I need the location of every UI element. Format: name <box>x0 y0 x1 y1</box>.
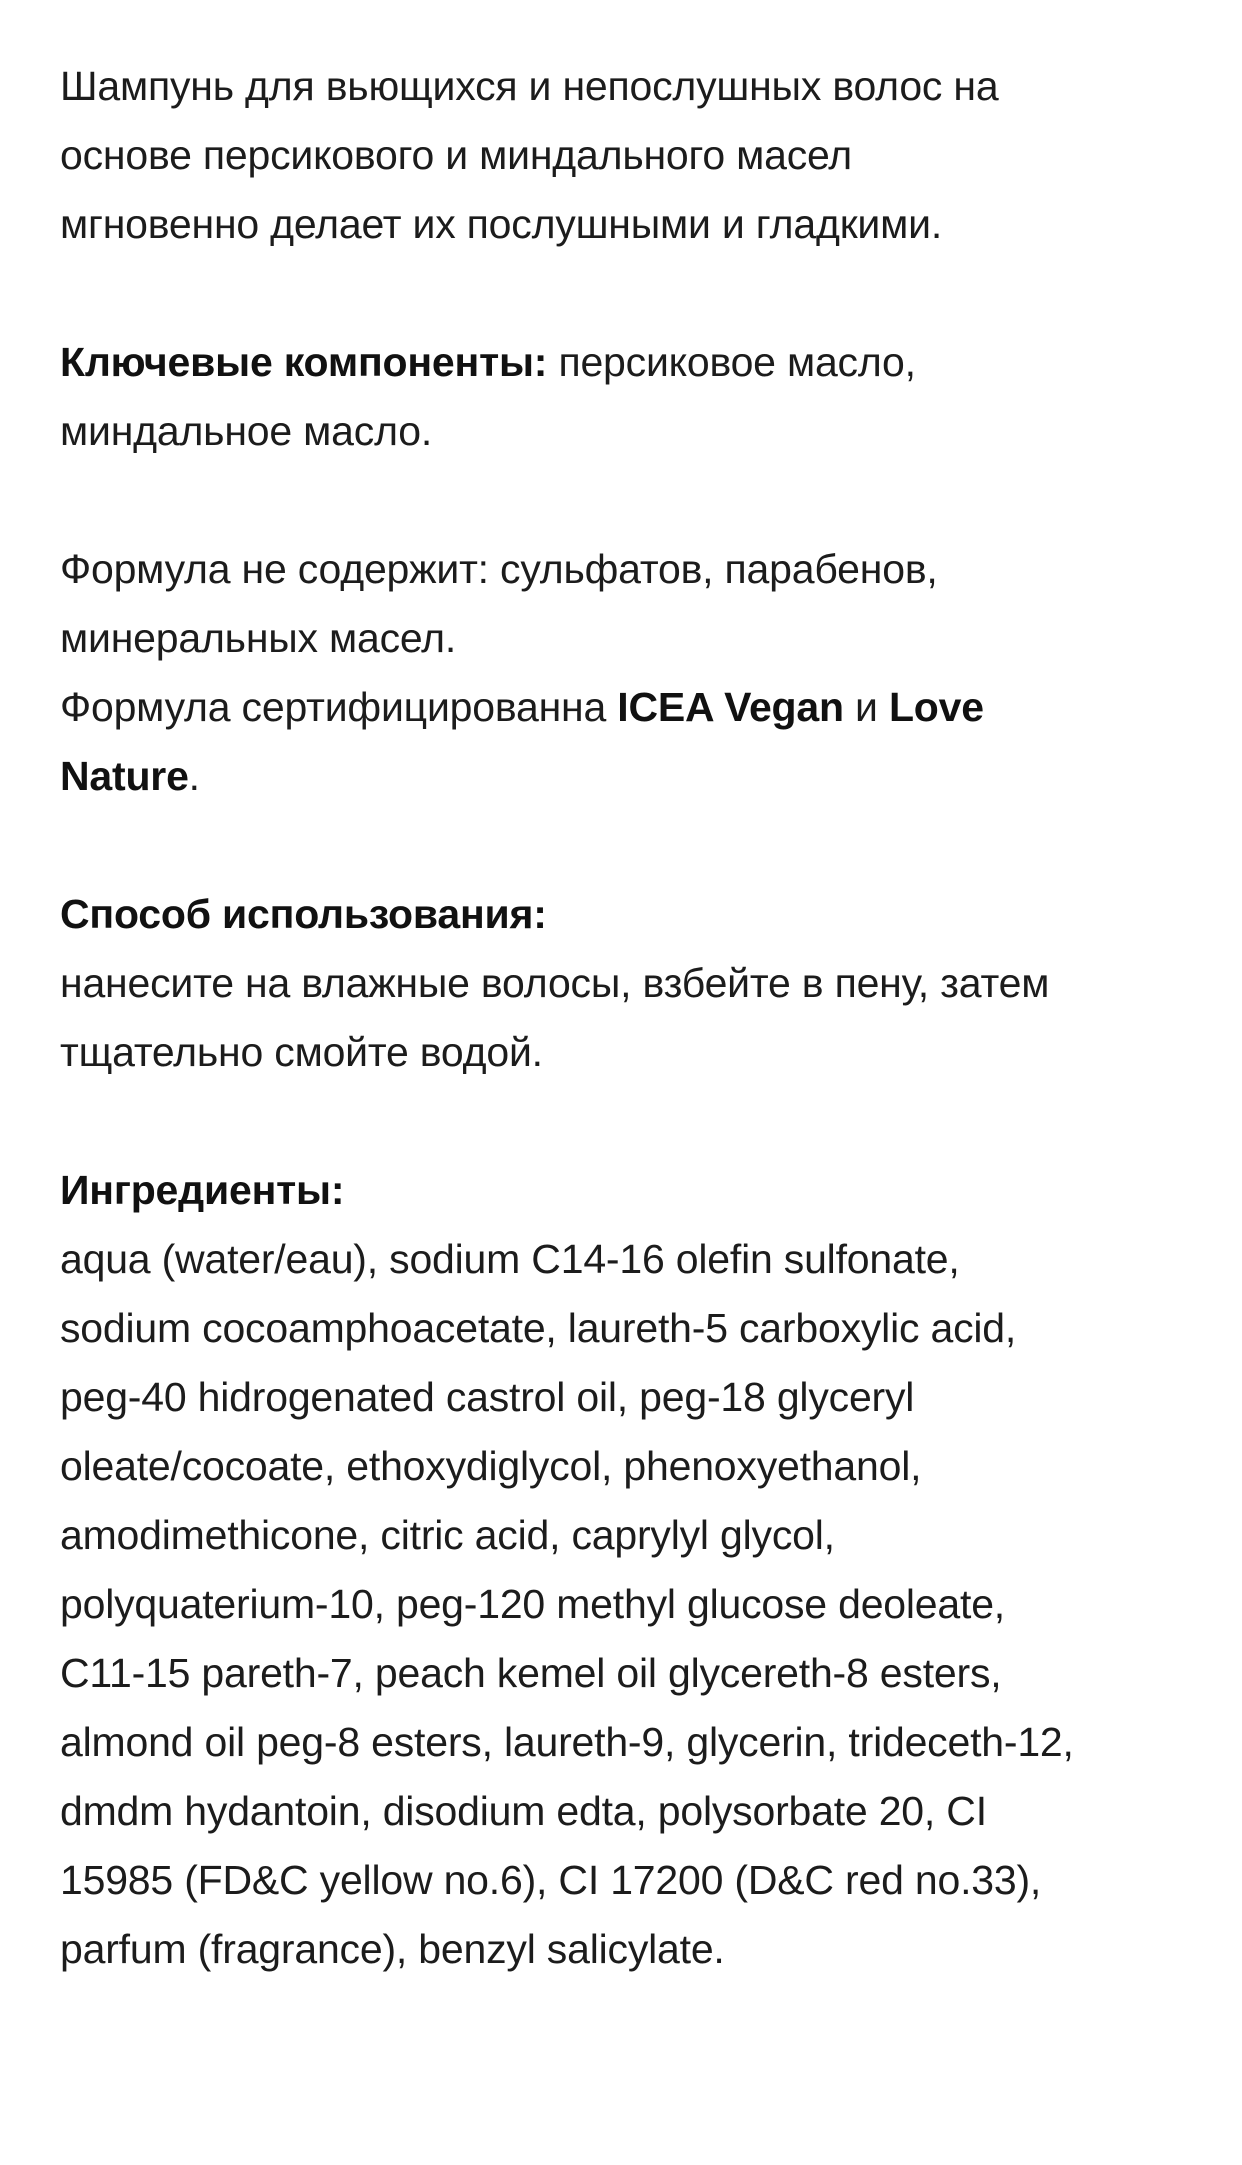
formula-exclusions: Формула не содержит: сульфатов, парабенов, <box>60 546 938 592</box>
cert-love-nature: Nature <box>60 753 189 799</box>
ingredients-line: C11-15 pareth-7, peach kemel oil glycereth-8 esters, <box>60 1650 1002 1696</box>
ingredients-line: aqua (water/eau), sodium C14-16 olefin sulfonate, <box>60 1236 960 1282</box>
ingredients-line: dmdm hydantoin, disodium edta, polysorbate 20, CI <box>60 1788 987 1834</box>
usage-text: нанесите на влажные волосы, взбейте в пену, затем <box>60 960 1050 1006</box>
ingredients-label: Ингредиенты: <box>60 1167 345 1213</box>
formula-exclusions: минеральных масел. <box>60 615 457 661</box>
cert-icea-vegan: ICEA Vegan <box>617 684 844 730</box>
usage-paragraph <box>60 880 1190 1087</box>
key-components-text: миндальное масло. <box>60 408 433 454</box>
ingredients-line: peg-40 hidrogenated castrol oil, peg-18 glyceryl <box>60 1374 915 1420</box>
ingredients-line: amodimethicone, citric acid, caprylyl glycol, <box>60 1512 835 1558</box>
ingredients-line: polyquaterium-10, peg-120 methyl glucose deoleate, <box>60 1581 1005 1627</box>
formula-paragraph: Формула не содержит: сульфатов, парабенов, минеральных масел. Формула сертифицированна ICEA Vegan и Love Nature. <box>60 535 1190 811</box>
key-components-label: Ключевые компоненты: <box>60 339 548 385</box>
ingredients-line: oleate/cocoate, ethoxydiglycol, phenoxyethanol, <box>60 1443 922 1489</box>
intro-line: мгновенно делает их послушными и гладкими. <box>60 201 943 247</box>
product-description <box>60 52 1190 1984</box>
ingredients-line: sodium cocoamphoacetate, laureth-5 carboxylic acid, <box>60 1305 1017 1351</box>
key-components-text: персиковое масло, <box>547 339 916 385</box>
intro-line: Шампунь для вьющихся и непослушных волос на <box>60 63 999 109</box>
key-components-paragraph <box>60 328 1190 466</box>
intro-paragraph <box>60 52 1190 259</box>
cert-love-nature: Love <box>888 684 984 730</box>
usage-label: Способ использования: <box>60 891 547 937</box>
ingredients-line: almond oil peg-8 esters, laureth-9, glycerin, trideceth-12, <box>60 1719 1074 1765</box>
ingredients-paragraph <box>60 1156 1190 1984</box>
formula-certification: Формула сертифицированна ICEA Vegan и Love <box>60 684 984 730</box>
ingredients-line: parfum (fragrance), benzyl salicylate. <box>60 1926 725 1972</box>
ingredients-line: 15985 (FD&C yellow no.6), CI 17200 (D&C red no.33), <box>60 1857 1042 1903</box>
usage-text: тщательно смойте водой. <box>60 1029 543 1075</box>
intro-line: основе персикового и миндального масел <box>60 132 853 178</box>
